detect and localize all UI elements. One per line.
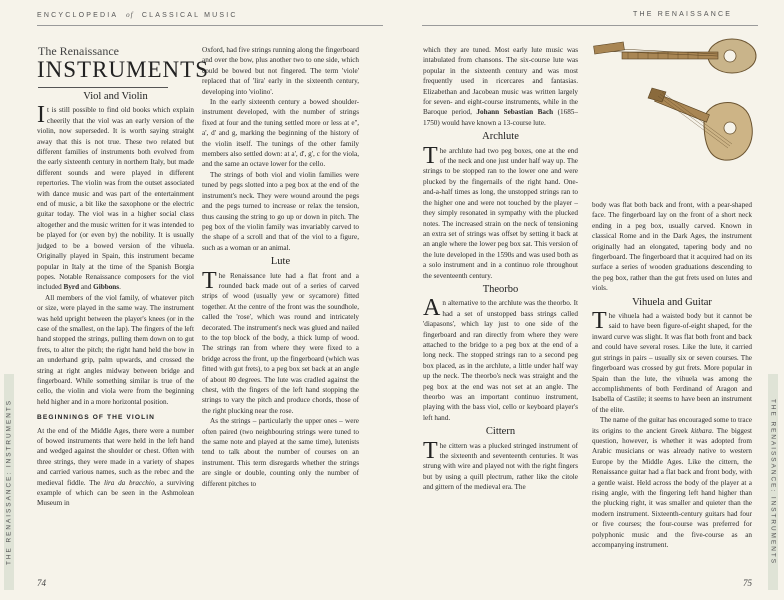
text: . The biggest question, however, is whether it was adopted from Arabic musicians or was already native to western Europe by the Middle Ages. Like the cittern, the Renaissance guitar had a flat back and front body, with a gentle waist. Held across the body of the player at a rising angle, with the fingering left hand higher than the plucking right, it was smaller and quieter than the modern instrument. Sixteenth-century guitars had four or five courses; the four-course was preferred for polyphonic music and the five-course as an accompanying instrument. — [592, 426, 752, 549]
text: At the end of the Middle Ages, there were a number of bowed instruments that were held in the left hand and wedged against the shoulder or chest. Often with three strings, they were made in a variety of shapes and carried various names, such as the rebec and the medieval fiddle. The — [37, 426, 194, 487]
right-column-2 — [592, 200, 752, 550]
paragraph: body was flat both back and front, with a pear-shaped face. The fingerboard lay on the front of a short neck ending in a peg box, usually carved. Known in classical Rome and in the Dark Ages, the instrument originally had an elongated, tapering body and no fingerboard. The fingerboard that it acquired had on its surface a series of wooden graduations descending to the peg box, rather than the gut frets used on lutes and viols. — [592, 201, 752, 293]
paragraph — [592, 415, 752, 550]
text: (1685–1750) would have known a 13-course lute. — [423, 108, 578, 127]
composer-bach: Johann Sebastian Bach — [476, 108, 554, 117]
heading-viol-violin: Viol and Violin — [83, 91, 148, 102]
term-lira: lira da bracchio — [104, 478, 155, 487]
text: he archlute had two peg boxes, one at the end of the neck and one just under half way up. The strings to be stopped ran to the lower one and were plucked by the fingernails of the right hand. One-and-a-half times as long, the unstopped strings ran to the higher one and were not touched by the player – they simply resonated in sympathy with the plucked notes. The increased strain on the neck of tensioning an extra set of strings was offset by setting it back at an angle where the lower peg box sat. This version of the lute developed in the 1590s and was used both as a solo instrument and in a continuo role throughout the seventeenth century. — [423, 146, 578, 280]
paragraph — [423, 45, 578, 128]
section-title: INSTRUMENTS — [37, 57, 210, 82]
drop-cap: T — [423, 142, 438, 169]
text: The name of the guitar has encouraged some to trace its origins to the ancient Greek — [592, 416, 752, 435]
lute-instrument-illustrations — [592, 30, 762, 200]
heading-theorbo: Theorbo — [482, 283, 519, 295]
right-column-1 — [423, 45, 578, 493]
paragraph — [37, 426, 194, 509]
page-number-left: 74 — [37, 578, 46, 588]
text: he Renaissance lute had a flat front and a rounded back made out of a series of carved strips of wood (usually yew or sycamore) fitted together. At the centre of the front was the soundhole, called the 'rose', which was round and intricately decorated. The instrument's neck was glued and nailed to the top block of the body, a thick lump of wood. The strings ran from where they were fixed to a bridge across the front, up the fingerboard (which was fitted with gut frets), to a peg box set back at an angle of about 80 degrees. The lute was cradled against the chest, with the fingers of the left hand stopping the strings to vary the pitch and produce chords, those of the right plucking near the rose. — [202, 271, 359, 415]
section-kicker: The Renaissance — [38, 44, 119, 58]
drop-cap: I — [37, 102, 45, 129]
archlute-illustration — [594, 39, 756, 73]
paragraph — [423, 142, 578, 281]
header-of: of — [126, 11, 134, 19]
term-kithara: kithara — [691, 426, 712, 435]
heading-lute: Lute — [270, 256, 291, 268]
cittern-illustration — [648, 88, 752, 160]
composer-byrd: Byrd — [63, 283, 80, 292]
side-tab-right — [768, 374, 778, 590]
heading-archlute: Archlute — [482, 131, 519, 143]
right-page — [392, 0, 784, 600]
running-header-right: THE RENAISSANCE — [633, 11, 733, 18]
paragraph: As the strings – particularly the upper ones – were often paired (two neighbouring strings were tuned to the same note and played at the same time), lutenists tend to talk about the number of courses on an instrument. This term disregards whether the strings are single or double, counting only the number of different pitches to — [202, 417, 359, 488]
text: which they are tuned. Most early lute music was intabulated from chansons. The six-course lute was popular in the sixteenth century and was most frequently used in ricercares and fantasias. Elizabethan and Jacobean music was written largely for seven- and eight-course instruments, while in the Baroque period, — [423, 46, 578, 117]
heading-cittern: Cittern — [485, 426, 516, 438]
paragraph — [423, 437, 578, 493]
header-book-title: ENCYCLOPEDIA — [37, 12, 118, 19]
subheading-beginnings-violin: BEGINNINGS OF THE VIOLIN — [37, 414, 155, 422]
running-header-left — [37, 11, 238, 19]
paragraph: In the early sixteenth century a bowed shoulder-instrument developed, with the number of strings fixed at four and the tuning settled more or less at e'', a', d' and g, marking the beginning of the history of the violin itself. The tunings of the other family members also settled down: at a', d', g', c for the viola, and the same an octave lower for the cello. — [202, 98, 359, 169]
page-number-right: 75 — [743, 578, 752, 588]
paragraph — [202, 267, 359, 417]
side-tab-label: THE RENAISSANCE: INSTRUMENTS — [769, 398, 777, 566]
text: he vihuela had a waisted body but it cannot be said to have been figure-of-eight shaped, for the inward curve was slight. It was flat both front and back and could have several roses. Like the lute, it carried gut strings in pairs – usually six or seven courses. The fingerboard was crossed by gut frets. More popular in Spain than the lute, the vihuela was among the accomplishments of both Ferdinand of Aragon and Isabella of Castile; it seems to have been an instrument of the elite. — [592, 312, 752, 414]
text: . — [119, 283, 121, 292]
text: , a surviving example of which can be seen in the Ashmolean Museum in — [37, 478, 195, 508]
drop-cap: T — [202, 267, 217, 294]
text: and — [79, 283, 94, 292]
paragraph — [592, 308, 752, 415]
heading-vihuela-guitar: Vihuela and Guitar — [632, 296, 712, 308]
header-rule — [422, 25, 758, 26]
paragraph: Oxford, had five strings running along the fingerboard and over the bow, plus another two to one side, which could be bowed but not fingered. The term 'viole' replaced that of 'lira' early in the sixteenth century, developing into 'violino'. — [202, 46, 359, 96]
drop-cap: T — [423, 437, 438, 464]
paragraph — [37, 102, 194, 292]
paragraph — [423, 295, 578, 423]
drop-cap: T — [592, 308, 607, 335]
paragraph: All members of the viol family, of whatever pitch or size, were played in the same way. The instrument was held upright between the player's knees (or in the case of the smallest, on the lap). The fingers of the left hand stopped the strings, pulling them down on to gut frets, to alter the pitch; the right hand held the bow in an underhand grip, palm upwards, and crossed the string at right angles midway between bridge and fingerboard. While something similar is true of the cello, the violin and viola were from the beginning held higher and in a more horizontal position. — [37, 293, 194, 406]
left-column-2 — [202, 45, 359, 489]
text: n alternative to the archlute was the theorbo. It had a set of unstopped bass strings called 'diapasons', which lay just to one side of the fingerboard and ran directly from where they were attached to the bridge to a peg box at the end of a long neck. The stopped strings ran to a second peg box placed, as in the archlute, a little under half way up the neck. The theorbo's neck was straight and the peg box at the end was not set at an angle. The theorbo was an important continuo instrument, playing with the bass viol, cello or keyboard player's left hand. — [423, 299, 578, 422]
header-rule — [37, 25, 383, 26]
text: t is still possible to find old books which explain cheerily that the viol was an early version of the violin, now superseded. It is worth saying straight away that this is not true. These two related but different families of instruments both evolved from the early sixteenth century in northern Italy, but made different sounds and were played in different repertories. The violin was from the outset associated with dance music and was part of the entertainment end of music, a bit like the saxophone or the electric guitar today. The viol was in a higher social class altogether and the music written for it was intended to be played for (or even by) the nobility. It is usually judged to be a bowed version of the vihuela. Originally played in Spain, this instrument became popular in Italy at the time of the Spanish Borgia popes. Notable Renaissance composers for the viol included — [37, 106, 194, 292]
side-tab-left — [4, 374, 14, 590]
left-column-1 — [37, 88, 194, 509]
drop-cap: A — [423, 295, 441, 322]
text: he cittern was a plucked stringed instrument of the sixteenth and seventeenth centuries. It was strung with wire and played not with the right fingers but by using a quill plectrum, rather like the citole and gittern of the medieval era. The — [423, 441, 578, 492]
composer-gibbons: Gibbons — [93, 283, 120, 292]
side-tab-label: THE RENAISSANCE: INSTRUMENTS — [5, 398, 13, 566]
header-topic: CLASSICAL MUSIC — [141, 12, 238, 19]
paragraph: The strings of both viol and violin families were tuned by pegs slotted into a peg box at the end of the instrument's neck. They were wound around the pegs and the pegs turned to increase or relax the tension, thus causing the string to go up or down in pitch. The peg box of the violin family was invariably carved to the shape of a scroll and that of the viol to a figure, such as a woman or an animal. — [202, 170, 359, 252]
